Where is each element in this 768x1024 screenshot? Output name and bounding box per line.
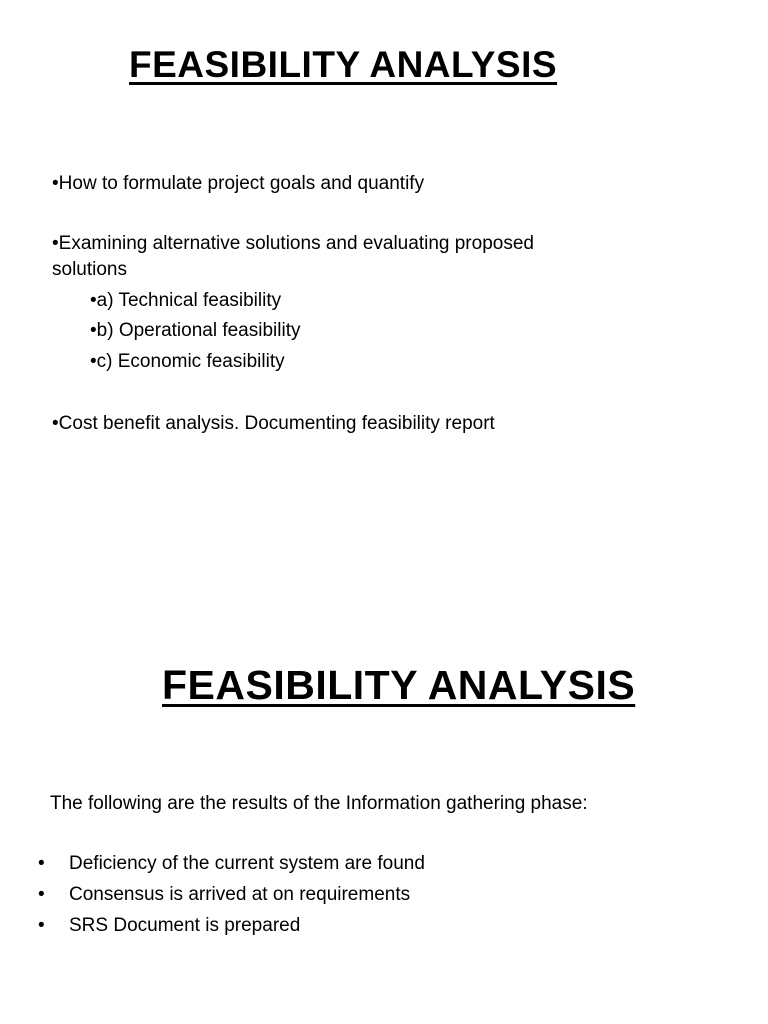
intro-text: The following are the results of the Information gathering phase: [50, 793, 588, 814]
sub-bullet-operational-feasibility: •b) Operational feasibility [90, 320, 301, 341]
sub-bullet-economic-feasibility: •c) Economic feasibility [90, 351, 285, 372]
bullet-dot: • [38, 915, 45, 936]
bullet-dot: • [38, 884, 45, 905]
list-item-text: Deficiency of the current system are found [69, 853, 425, 874]
list-item-text: Consensus is arrived at on requirements [69, 884, 411, 905]
bullet-dot: • [38, 853, 45, 874]
bullet-cost-benefit-analysis: •Cost benefit analysis. Documenting feasibility report [52, 413, 495, 434]
bullet-alternative-solutions-line-2: solutions [52, 259, 127, 280]
slide-2 [0, 512, 768, 1024]
slide-2-title: FEASIBILITY ANALYSIS [162, 662, 636, 708]
bullet-project-goals: •How to formulate project goals and quantify [52, 173, 425, 194]
bullet-alternative-solutions-line-1: •Examining alternative solutions and evaluating proposed [52, 233, 534, 254]
sub-bullet-technical-feasibility: •a) Technical feasibility [90, 290, 282, 311]
list-item-text: SRS Document is prepared [69, 915, 301, 936]
slide-1-title: FEASIBILITY ANALYSIS [129, 44, 558, 85]
